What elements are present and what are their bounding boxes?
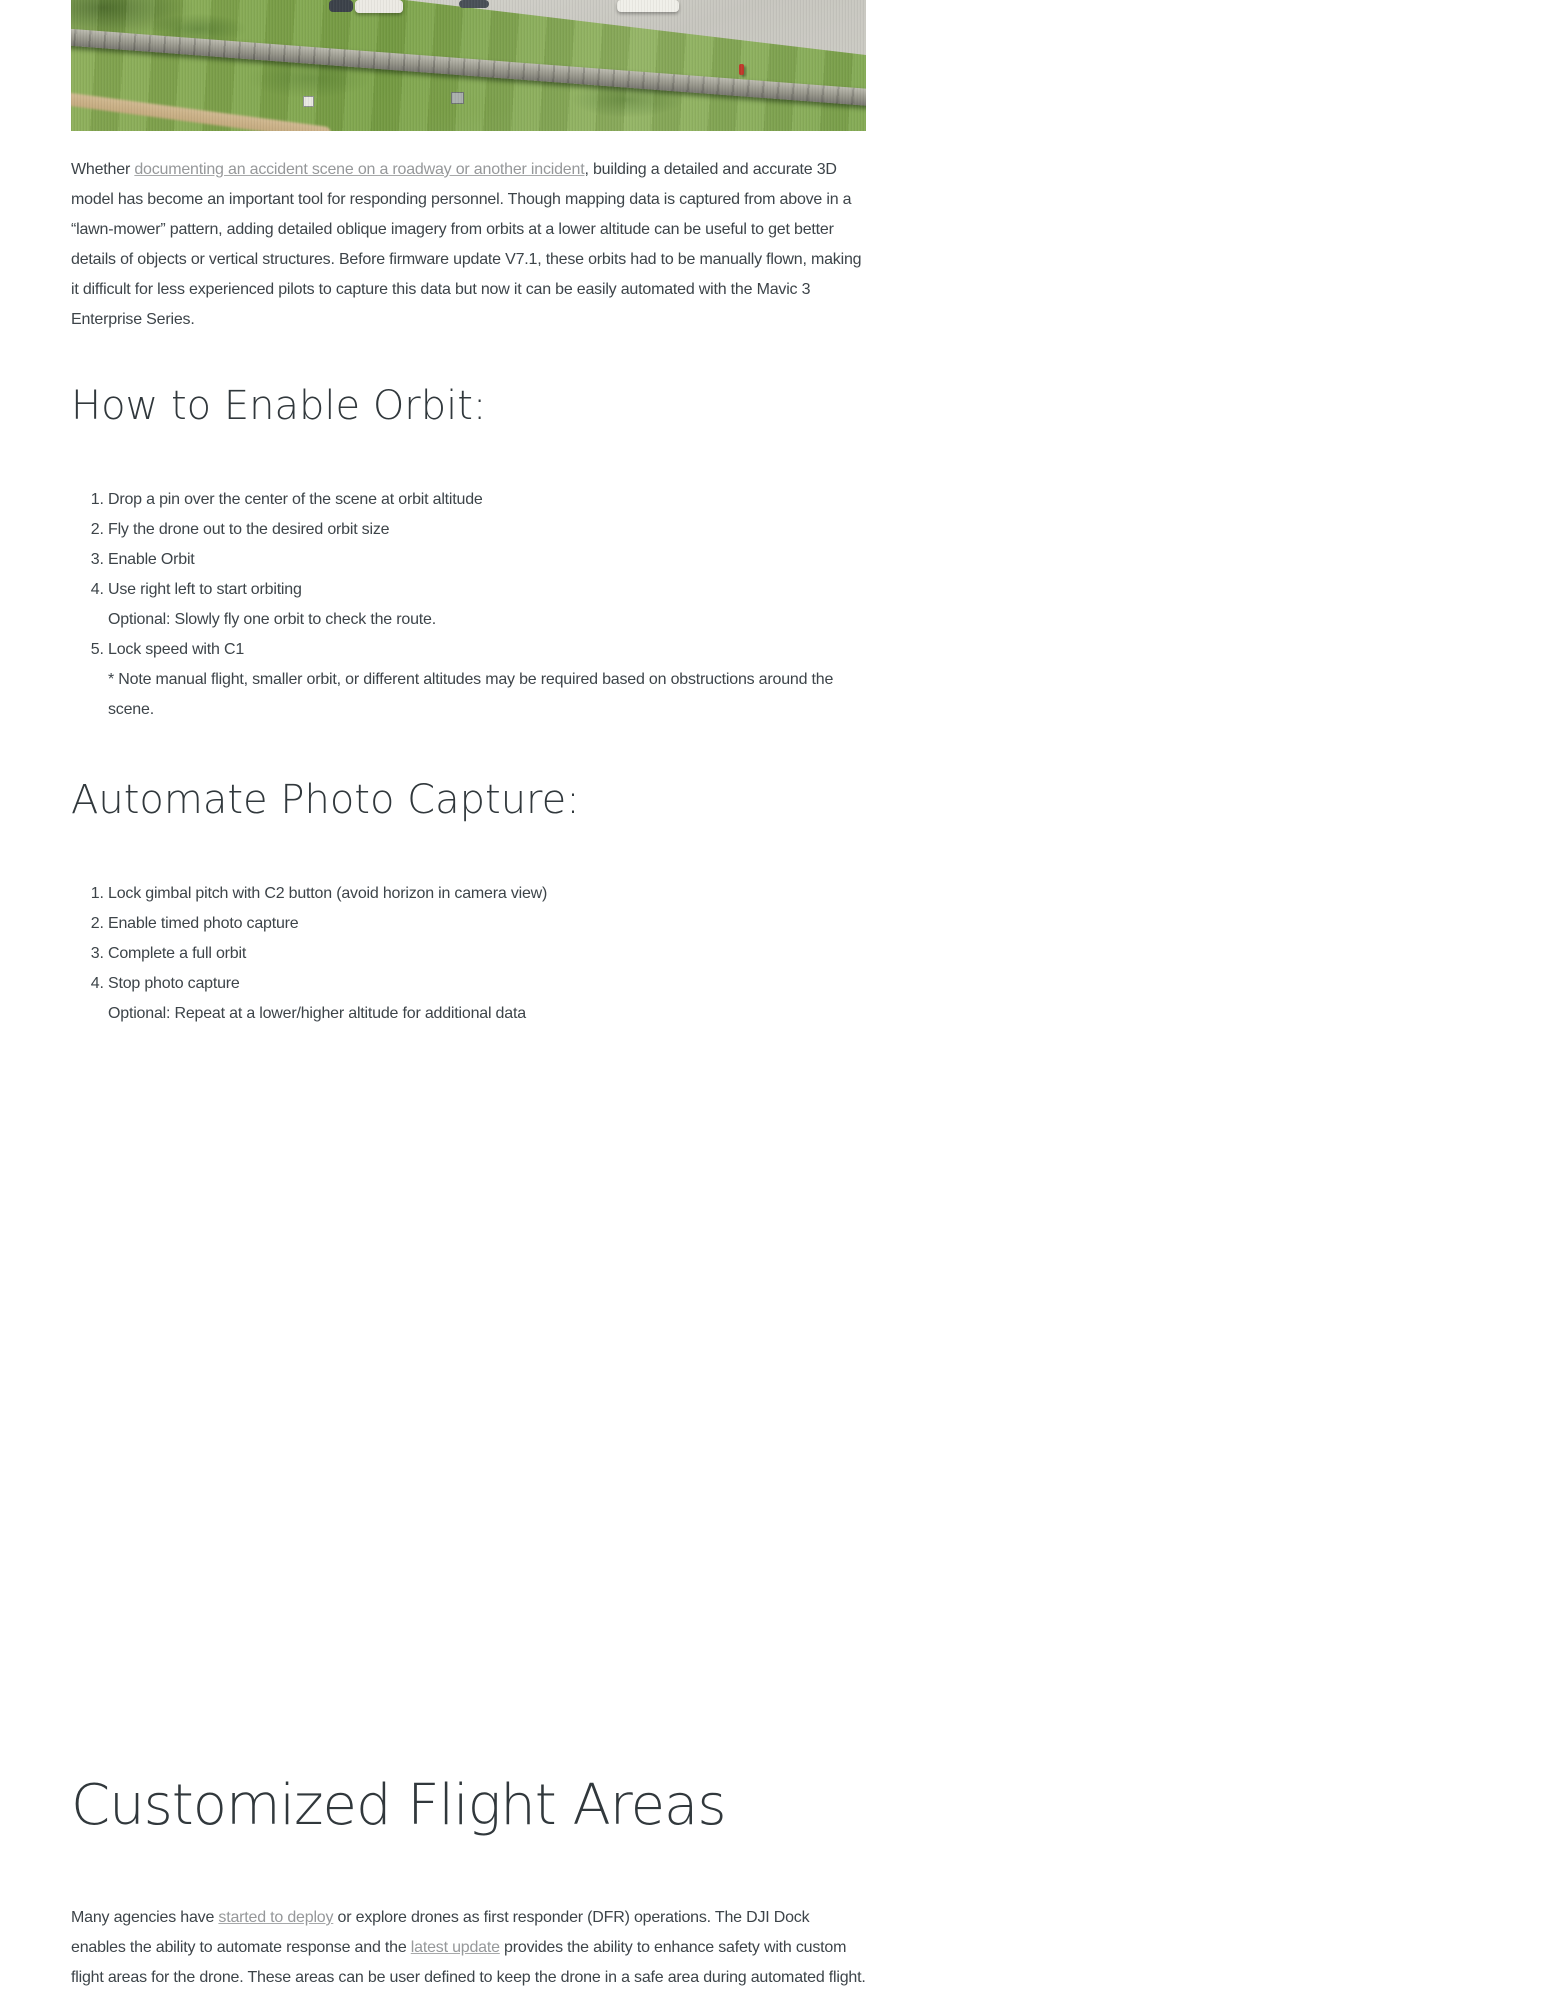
intro-text-after: , building a detailed and accurate 3D model has become an important tool for responding personnel. Though mapping data is captured from above in a “lawn-mower” pattern, adding detailed oblique imagery from orbits at a lower altitude can be useful to get better details of objects or vertical structures. Before firmware update V7.1, these orbits had to be manually flown, making it difficult for less experienced pilots to capture this data but now it can be easily automated with the Mavic 3 Enterprise Series. (71, 161, 862, 328)
hero-aerial-photo (71, 0, 866, 131)
step-text: Use right left to start orbiting (108, 581, 302, 598)
intro-text-before: Whether (71, 161, 135, 178)
list-item (108, 635, 866, 725)
flight-areas-heading: Customized Flight Areas (71, 1773, 726, 1838)
enable-orbit-heading: How to Enable Orbit: (71, 383, 487, 429)
list-item (108, 575, 866, 635)
list-item (108, 909, 866, 939)
step-text: Drop a pin over the center of the scene at orbit altitude (108, 491, 483, 508)
outro-text-mid: or explore drones as first responder (DFR) operations. The DJI Dock enables the ability to automate response and the (71, 1909, 810, 1956)
outro-text-before: Many agencies have (71, 1909, 219, 1926)
step-text: Fly the drone out to the desired orbit size (108, 521, 390, 538)
list-item (108, 515, 866, 545)
list-item (108, 969, 866, 1029)
step-text: Enable Orbit (108, 551, 195, 568)
enable-orbit-steps (71, 485, 866, 725)
list-item (108, 879, 866, 909)
step-text: Enable timed photo capture (108, 915, 299, 932)
step-note: Optional: Slowly fly one orbit to check the route. (108, 611, 436, 628)
article-content (71, 0, 866, 1993)
accident-scene-link[interactable]: documenting an accident scene on a roadway or another incident (134, 161, 585, 178)
flight-areas-paragraph (71, 1903, 866, 1993)
started-to-deploy-link[interactable]: started to deploy (218, 1909, 334, 1926)
intro-paragraph (71, 155, 866, 335)
outro-text-after: provides the ability to enhance safety with custom flight areas for the drone. These areas can be user defined to keep the drone in a safe area during automated flight. (71, 1939, 866, 1986)
photo-capture-heading: Automate Photo Capture: (71, 777, 580, 823)
step-text: Lock gimbal pitch with C2 button (avoid horizon in camera view) (108, 885, 548, 902)
list-item (108, 485, 866, 515)
photo-capture-steps (71, 879, 866, 1029)
step-text: Lock speed with C1 (108, 641, 245, 658)
screen-moire-overlay (71, 0, 866, 131)
step-text: Stop photo capture (108, 975, 240, 992)
step-text: Complete a full orbit (108, 945, 247, 962)
list-item (108, 939, 866, 969)
step-note: * Note manual flight, smaller orbit, or different altitudes may be required based on obstructions around the scene. (108, 671, 834, 718)
latest-update-link[interactable]: latest update (410, 1939, 500, 1956)
list-item (108, 545, 866, 575)
step-note: Optional: Repeat at a lower/higher altitude for additional data (108, 1005, 526, 1022)
